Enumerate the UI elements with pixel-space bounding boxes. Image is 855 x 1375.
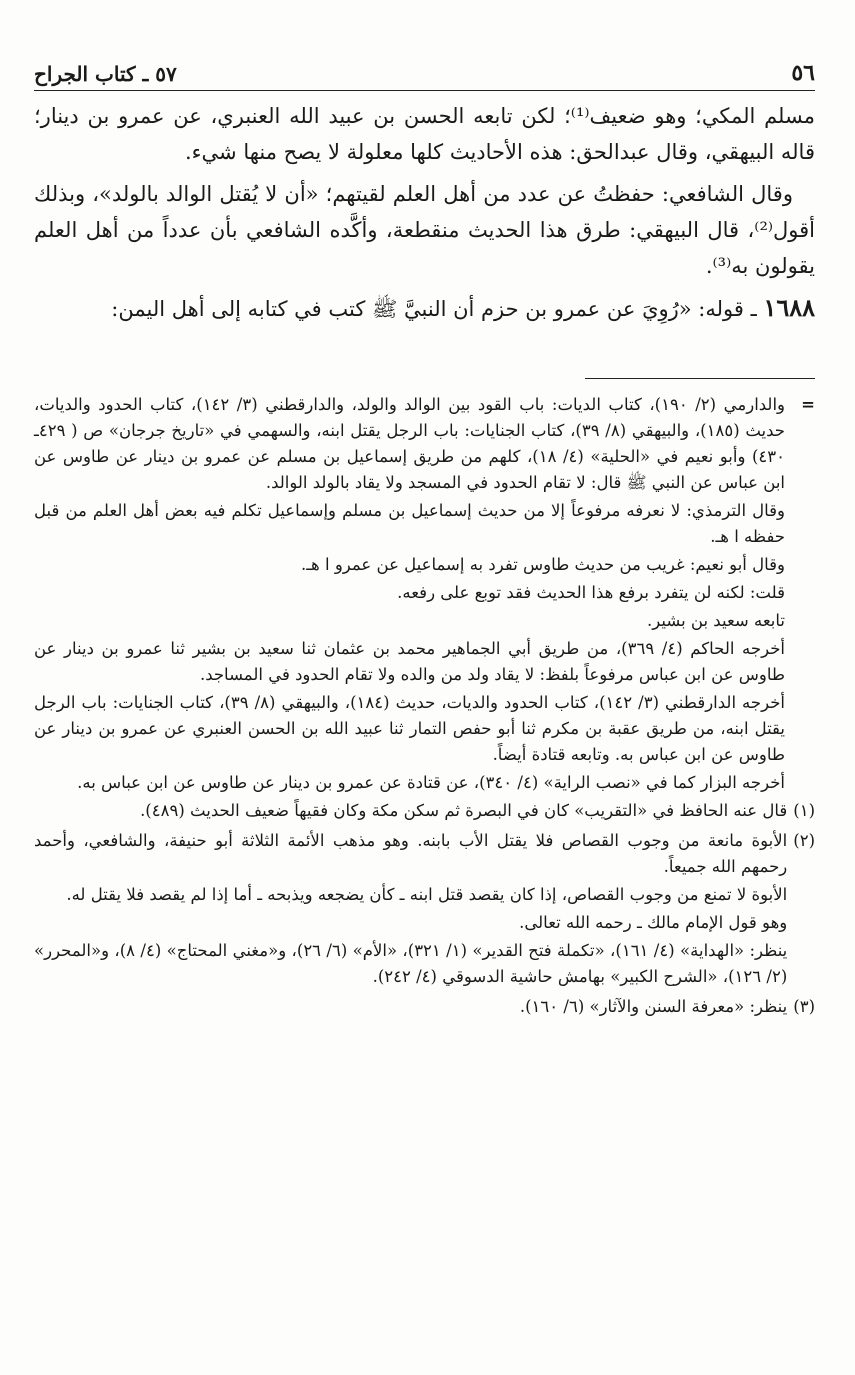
- page-number: ٥٦: [791, 60, 815, 86]
- page-header: [34, 56, 815, 91]
- footnote-number: (١): [793, 801, 815, 820]
- continuation-mark: =: [801, 395, 815, 414]
- footnote-continuation: [34, 392, 815, 796]
- footnotes: [34, 392, 815, 1022]
- main-paragraph-2: وقال الشافعي: حفظتُ عن عدد من أهل العلم لقيتهم؛ «أن لا يُقتل الوالد بالولد»، وبذلك أقول⁽²⁾، قال البيهقي: طرق هذا الحديث منقطعة، وأكَّده الشافعي بأن عدداً من أهل العلم يقولون به⁽³⁾.: [34, 182, 815, 278]
- footnote-paragraph: الأبوة لا تمنع من وجوب القصاص، إذا كان يقصد قتل ابنه ـ كأن يضجعه ويذبحه ـ أما إذا لم يقصد فلا يقتل له.: [66, 885, 788, 904]
- continuation-paragraph: قلت: لكنه لن يتفرد برفع هذا الحديث فقد توبع على رفعه.: [397, 583, 785, 602]
- main-paragraph-1: مسلم المكي؛ وهو ضعيف⁽¹⁾؛ لكن تابعه الحسن بن عبيد الله العنبري، عن عمرو بن دينار؛ قاله البيهقي، وقال عبدالحق: هذه الأحاديث كلها معلولة لا يصح منها شيء.: [34, 104, 815, 164]
- footnote-paragraph: وهو قول الإمام مالك ـ رحمه الله تعالى.: [519, 913, 788, 932]
- footnote-paragraph: ينظر: «الهداية» (٤/ ١٦١)، «تكملة فتح القدير» (١/ ٣٢١)، «الأم» (٦/ ٢٦)، و«مغني المحتاج» (٤/ ٨)، و«المحرر» (٢/ ١٢٦)، «الشرح الكبير» بهامش حاشية الدسوقي (٤/ ٢٤٢).: [34, 941, 788, 986]
- hadith-paragraph: [34, 290, 815, 327]
- continuation-paragraph: أخرجه الحاكم (٤/ ٣٦٩)، من طريق أبي الجماهير محمد بن عثمان ثنا سعيد بن بشير ثنا عمرو بن دينار عن طاوس عن ابن عباس مرفوعاً بلفظ: لا يقاد ولد من والده ولا تقام الحدود في المساجد.: [34, 639, 785, 684]
- main-text: [34, 98, 815, 333]
- hadith-text: ـ قوله: «رُوِيَ عن عمرو بن حزم أن النبيَّ ﷺ كتب في كتابه إلى أهل اليمن:: [111, 297, 764, 321]
- footnote-number: (٣): [793, 997, 815, 1016]
- footnote-paragraph: ينظر: «معرفة السنن والآثار» (٦/ ١٦٠).: [519, 997, 788, 1016]
- footnote-1: [34, 798, 815, 826]
- continuation-paragraph: أخرجه الدارقطني (٣/ ١٤٢)، كتاب الحدود والديات، حديث (١٨٤)، والبيهقي (٨/ ٣٩)، كتاب الجنايات: باب الرجل يقتل ابنه، من طريق عقبة بن مكرم ثنا أبو حفص التمار ثنا عبيد الله بن الحسن العنبري عن عمرو بن دينار عن طاوس عن ابن عباس به. وتابعه قتادة أيضاً.: [34, 693, 785, 764]
- continuation-paragraph: وقال الترمذي: لا نعرفه مرفوعاً إلا من حديث إسماعيل بن مسلم وإسماعيل تكلم فيه بعض أهل العلم من قبل حفظه ا هـ.: [34, 501, 785, 546]
- continuation-paragraph: أخرجه البزار كما في «نصب الراية» (٤/ ٣٤٠)، عن قتادة عن عمرو بن دينار عن طاوس عن ابن عباس به.: [77, 773, 785, 792]
- hadith-number: ١٦٨٨: [763, 293, 815, 322]
- continuation-paragraph: تابعه سعيد بن بشير.: [647, 611, 785, 630]
- continuation-paragraph: والدارمي (٢/ ١٩٠)، كتاب الديات: باب القود بين الوالد والولد، والدارقطني (٣/ ١٤٢)، كتاب الحدود والديات، حديث (١٨٥)، والبيهقي (٨/ ٣٩)، كتاب الجنايات: باب الرجل يقتل ابنه، والسهمي في «تاريخ جرجان» ص ( ٤٢٩ـ ٤٣٠) وأبو نعيم في «الحلية» (٤/ ١٨)، كلهم من طريق إسماعيل بن مسلم عن عمرو بن دينار عن طاوس عن ابن عباس عن النبي ﷺ قال: لا تقام الحدود في المسجد ولا يقاد بالولد الوالد.: [34, 395, 786, 492]
- running-title: ٥٧ ـ كتاب الجراح: [34, 62, 177, 86]
- continuation-paragraph: وقال أبو نعيم: غريب من حديث طاوس تفرد به إسماعيل عن عمرو ا هـ.: [300, 555, 785, 574]
- footnote-separator: [585, 378, 815, 379]
- footnote-paragraph: قال عنه الحافظ في «التقريب» كان في البصرة ثم سكن مكة وكان فقيهاً ضعيف الحديث (٤٨٩).: [140, 801, 788, 820]
- footnote-2: [34, 828, 815, 992]
- footnote-3: [34, 994, 815, 1022]
- footnote-paragraph: الأبوة مانعة من وجوب القصاص فلا يقتل الأب بابنه. وهو مذهب الأئمة الثلاثة أبو حنيفة، والشافعي، وأحمد رحمهم الله جميعاً.: [34, 831, 788, 876]
- footnote-number: (٢): [793, 831, 815, 850]
